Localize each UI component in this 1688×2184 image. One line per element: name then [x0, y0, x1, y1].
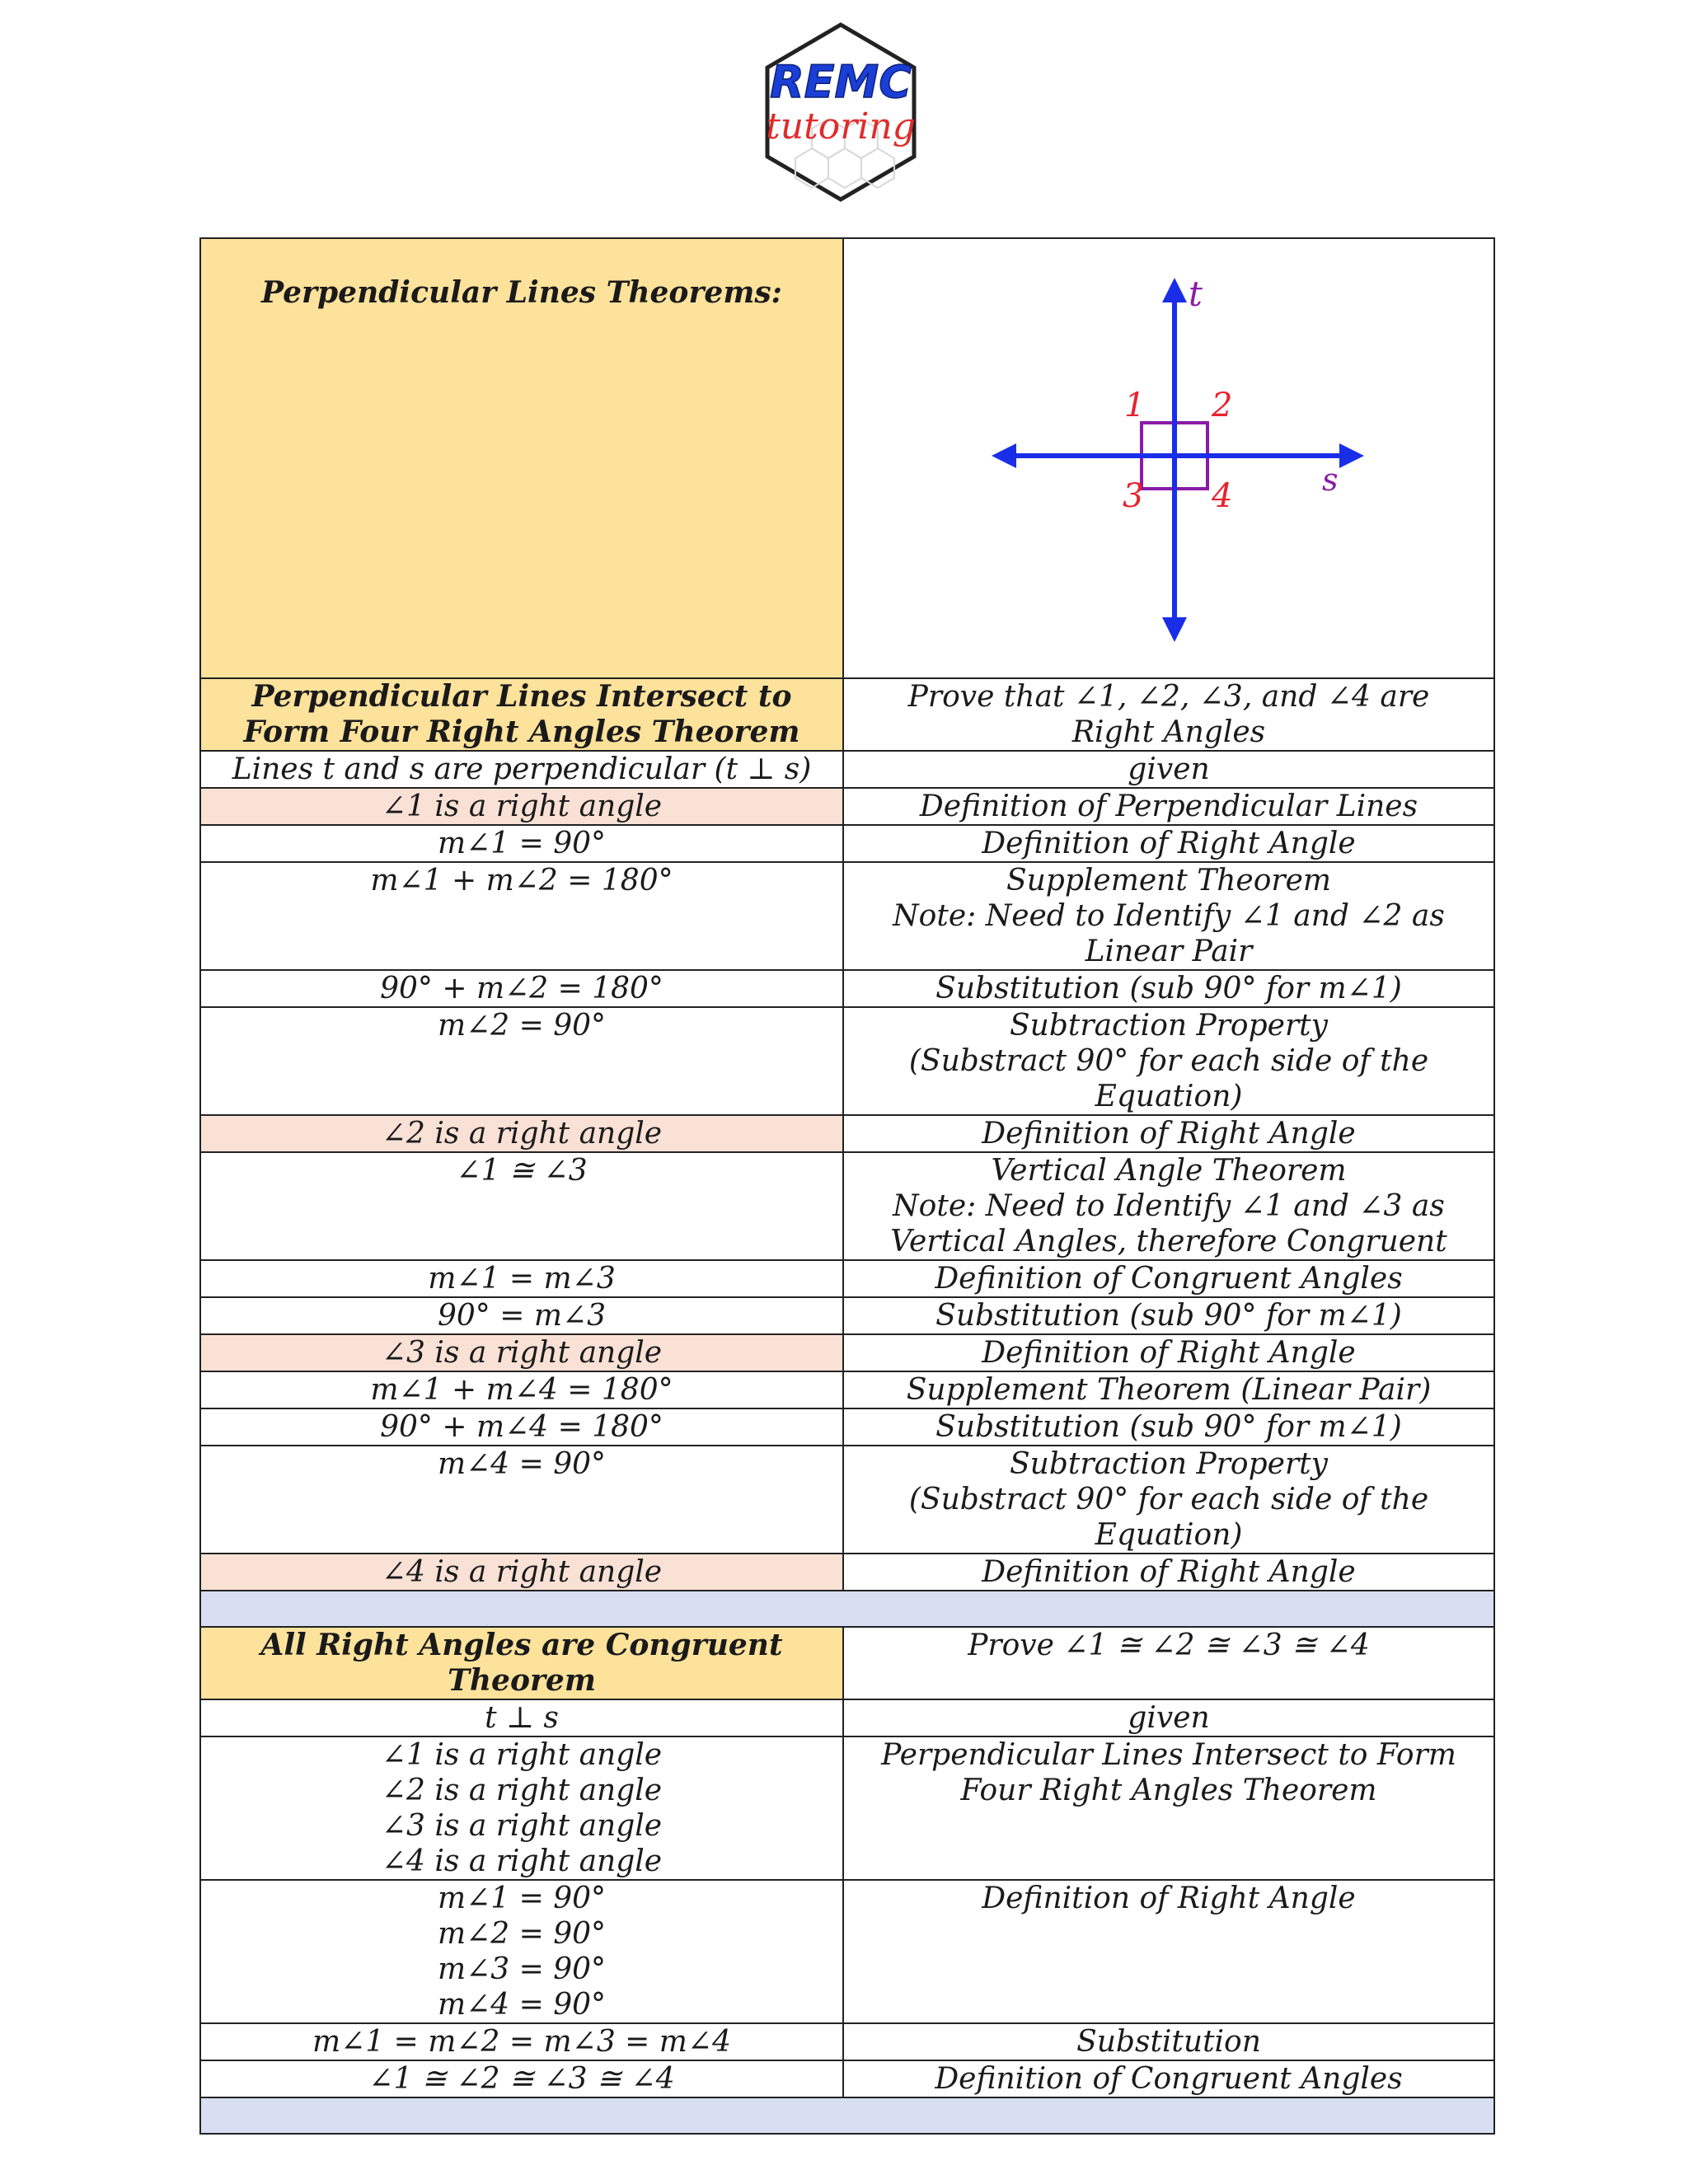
reason-cell: Subtraction Property (Substract 90° for each side of the Equation) [843, 1446, 1494, 1554]
section1-title-row [200, 678, 1494, 751]
section2-prove: Prove ∠1 ≅ ∠2 ≅ ∠3 ≅ ∠4 [843, 1627, 1494, 1699]
statement-cell: m∠4 = 90° [200, 1446, 843, 1554]
perpendicular-lines-figure [852, 274, 1494, 642]
reason-cell: Substitution [843, 2023, 1494, 2060]
statement-cell: m∠1 = 90° [200, 825, 843, 862]
reason-cell: Substitution (sub 90° for m∠1) [843, 1297, 1494, 1334]
proof-row [200, 2060, 1494, 2097]
proof-row [200, 1260, 1494, 1297]
spacer-row [200, 1591, 1494, 1627]
reason-cell: Perpendicular Lines Intersect to Form Four Right Angles Theorem [843, 1736, 1494, 1880]
reason-cell: Definition of Congruent Angles [843, 2060, 1494, 2097]
proof-row [200, 970, 1494, 1007]
statement-cell: ∠1 is a right angle ∠2 is a right angle ∠3 is a right angle ∠4 is a right angle [200, 1736, 843, 1880]
angle-label-2: 2 [1212, 387, 1233, 424]
logo-line1: REMC [770, 56, 912, 108]
perpendicular-diagram [843, 238, 1494, 678]
statement-cell: ∠1 ≅ ∠2 ≅ ∠3 ≅ ∠4 [200, 2060, 843, 2097]
label-t: t [1189, 274, 1203, 314]
section-header: Perpendicular Lines Theorems: [200, 238, 843, 678]
proof-row [200, 1152, 1494, 1260]
proof-row [200, 862, 1494, 970]
statement-cell: ∠4 is a right angle [200, 1554, 843, 1591]
proof-row [200, 2023, 1494, 2060]
reason-cell: Substitution (sub 90° for m∠1) [843, 1408, 1494, 1446]
spacer-row [200, 2097, 1494, 2134]
reason-cell: Substitution (sub 90° for m∠1) [843, 970, 1494, 1007]
proof-row [200, 1736, 1494, 1880]
statement-cell: ∠3 is a right angle [200, 1334, 843, 1371]
proof-row [200, 1699, 1494, 1736]
statement-cell: m∠1 + m∠2 = 180° [200, 862, 843, 970]
angle-label-1: 1 [1124, 387, 1146, 424]
reason-cell: Supplement Theorem Note: Need to Identify ∠1 and ∠2 as Linear Pair [843, 862, 1494, 970]
statement-cell: 90° + m∠4 = 180° [200, 1408, 843, 1446]
statement-cell: ∠1 is a right angle [200, 788, 843, 825]
reason-cell: Definition of Right Angle [843, 825, 1494, 862]
proof-row [200, 788, 1494, 825]
proof-row [200, 1408, 1494, 1446]
statement-cell: 90° + m∠2 = 180° [200, 970, 843, 1007]
statement-cell: t ⊥ s [200, 1699, 843, 1736]
reason-cell: given [843, 1699, 1494, 1736]
logo-line2: tutoring [766, 105, 916, 148]
statement-cell: m∠1 = m∠3 [200, 1260, 843, 1297]
section2-title: All Right Angles are Congruent Theorem [200, 1627, 843, 1699]
reason-cell: Definition of Right Angle [843, 1880, 1494, 2023]
statement-cell: m∠1 = 90° m∠2 = 90° m∠3 = 90° m∠4 = 90° [200, 1880, 843, 2023]
proof-row [200, 1554, 1494, 1591]
spacer-cell [200, 1591, 1494, 1627]
reason-cell: Definition of Perpendicular Lines [843, 788, 1494, 825]
statement-cell: ∠1 ≅ ∠3 [200, 1152, 843, 1260]
reason-cell: Definition of Right Angle [843, 1115, 1494, 1152]
angle-label-4: 4 [1212, 477, 1233, 515]
proof-row [200, 1446, 1494, 1554]
statement-cell: m∠1 + m∠4 = 180° [200, 1371, 843, 1408]
proof-table-body [200, 238, 1494, 2134]
statement-cell: m∠1 = m∠2 = m∠3 = m∠4 [200, 2023, 843, 2060]
header-row [200, 238, 1494, 678]
proof-row [200, 1297, 1494, 1334]
statement-cell: ∠2 is a right angle [200, 1115, 843, 1152]
statement-cell: 90° = m∠3 [200, 1297, 843, 1334]
proof-row [200, 751, 1494, 788]
reason-cell: Definition of Congruent Angles [843, 1260, 1494, 1297]
proof-row [200, 1007, 1494, 1115]
reason-cell: Vertical Angle Theorem Note: Need to Identify ∠1 and ∠3 as Vertical Angles, therefore Congruent [843, 1152, 1494, 1260]
proof-row [200, 1371, 1494, 1408]
reason-cell: Supplement Theorem (Linear Pair) [843, 1371, 1494, 1408]
section2-title-row [200, 1627, 1494, 1699]
section1-prove: Prove that ∠1, ∠2, ∠3, and ∠4 are Right Angles [843, 678, 1494, 751]
proof-row [200, 1880, 1494, 2023]
statement-cell: m∠2 = 90° [200, 1007, 843, 1115]
spacer-cell [200, 2097, 1494, 2134]
section1-title: Perpendicular Lines Intersect to Form Four Right Angles Theorem [200, 678, 843, 751]
statement-cell: Lines t and s are perpendicular (t ⊥ s) [200, 751, 843, 788]
reason-cell: Subtraction Property (Substract 90° for each side of the Equation) [843, 1007, 1494, 1115]
angle-label-3: 3 [1123, 477, 1144, 515]
reason-cell: Definition of Right Angle [843, 1554, 1494, 1591]
remc-tutoring-logo [762, 21, 919, 203]
proof-table [199, 237, 1495, 2135]
reason-cell: Definition of Right Angle [843, 1334, 1494, 1371]
proof-row [200, 1115, 1494, 1152]
proof-row [200, 1334, 1494, 1371]
proof-row [200, 825, 1494, 862]
reason-cell: given [843, 751, 1494, 788]
label-s: s [1322, 462, 1339, 498]
